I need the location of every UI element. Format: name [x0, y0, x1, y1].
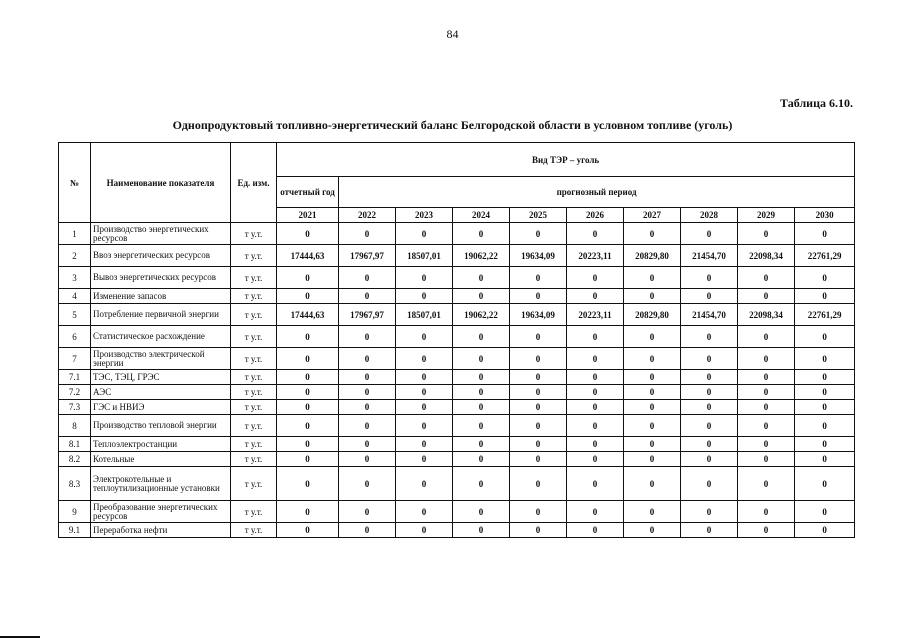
value-cell: 0 [624, 326, 681, 348]
value-cell: 19062,22 [453, 304, 510, 326]
value-cell: 0 [277, 385, 339, 400]
unit-cell: т у.т. [231, 304, 277, 326]
unit-cell: т у.т. [231, 223, 277, 245]
value-cell: 0 [738, 348, 795, 370]
value-cell: 22098,34 [738, 245, 795, 267]
value-cell: 0 [396, 415, 453, 437]
value-cell: 0 [339, 523, 396, 538]
value-cell: 0 [453, 523, 510, 538]
value-cell: 0 [396, 326, 453, 348]
value-cell: 0 [396, 501, 453, 523]
value-cell: 0 [567, 467, 624, 501]
value-cell: 0 [567, 452, 624, 467]
value-cell: 0 [510, 501, 567, 523]
value-cell: 0 [339, 370, 396, 385]
table-row [59, 223, 855, 245]
value-cell: 0 [795, 385, 855, 400]
value-cell: 0 [277, 326, 339, 348]
value-cell: 0 [795, 223, 855, 245]
value-cell: 0 [396, 370, 453, 385]
value-cell: 0 [795, 467, 855, 501]
unit-cell: т у.т. [231, 289, 277, 304]
value-cell: 0 [510, 326, 567, 348]
value-cell: 0 [738, 326, 795, 348]
value-cell: 0 [795, 370, 855, 385]
row-number: 2 [59, 245, 91, 267]
value-cell: 19634,09 [510, 245, 567, 267]
value-cell: 0 [681, 501, 738, 523]
value-cell: 0 [738, 467, 795, 501]
value-cell: 0 [453, 348, 510, 370]
table-row [59, 400, 855, 415]
value-cell: 20223,11 [567, 304, 624, 326]
value-cell: 0 [624, 501, 681, 523]
value-cell: 0 [738, 415, 795, 437]
header-num: № [59, 143, 91, 223]
value-cell: 0 [510, 223, 567, 245]
unit-cell: т у.т. [231, 501, 277, 523]
value-cell: 0 [795, 501, 855, 523]
value-cell: 0 [738, 370, 795, 385]
year-header: 2030 [795, 208, 855, 223]
indicator-name: Ввоз энергетических ресурсов [91, 245, 231, 267]
value-cell: 0 [510, 467, 567, 501]
value-cell: 0 [681, 437, 738, 452]
value-cell: 17444,63 [277, 304, 339, 326]
value-cell: 0 [339, 415, 396, 437]
value-cell: 0 [396, 289, 453, 304]
value-cell: 0 [681, 267, 738, 289]
page-number: 84 [446, 27, 459, 41]
row-number: 7 [59, 348, 91, 370]
value-cell: 0 [795, 267, 855, 289]
value-cell: 0 [681, 523, 738, 538]
value-cell: 0 [624, 452, 681, 467]
value-cell: 0 [277, 501, 339, 523]
value-cell: 0 [795, 400, 855, 415]
value-cell: 0 [738, 289, 795, 304]
value-cell: 0 [339, 437, 396, 452]
value-cell: 0 [453, 385, 510, 400]
value-cell: 0 [567, 437, 624, 452]
unit-cell: т у.т. [231, 437, 277, 452]
table-row [59, 289, 855, 304]
value-cell: 0 [681, 348, 738, 370]
year-header: 2022 [339, 208, 396, 223]
unit-cell: т у.т. [231, 245, 277, 267]
year-header: 2025 [510, 208, 567, 223]
value-cell: 0 [567, 348, 624, 370]
value-cell: 0 [681, 370, 738, 385]
indicator-name: Потребление первичной энергии [91, 304, 231, 326]
value-cell: 0 [510, 523, 567, 538]
value-cell: 0 [738, 452, 795, 467]
value-cell: 0 [339, 385, 396, 400]
value-cell: 0 [510, 289, 567, 304]
value-cell: 0 [453, 452, 510, 467]
value-cell: 0 [277, 400, 339, 415]
indicator-name: Преобразование энергетических ресурсов [91, 501, 231, 523]
value-cell: 0 [277, 348, 339, 370]
value-cell: 0 [510, 348, 567, 370]
table-row [59, 452, 855, 467]
value-cell: 0 [795, 326, 855, 348]
value-cell: 0 [738, 523, 795, 538]
value-cell: 0 [396, 348, 453, 370]
value-cell: 0 [624, 370, 681, 385]
value-cell: 19634,09 [510, 304, 567, 326]
row-number: 8.3 [59, 467, 91, 501]
value-cell: 0 [339, 267, 396, 289]
row-number: 4 [59, 289, 91, 304]
value-cell: 0 [624, 385, 681, 400]
row-number: 6 [59, 326, 91, 348]
year-header: 2027 [624, 208, 681, 223]
unit-cell: т у.т. [231, 370, 277, 385]
value-cell: 0 [567, 400, 624, 415]
value-cell: 0 [396, 452, 453, 467]
table-row [59, 348, 855, 370]
indicator-name: ГЭС и НВИЭ [91, 400, 231, 415]
table-row [59, 501, 855, 523]
value-cell: 0 [453, 437, 510, 452]
value-cell: 0 [624, 523, 681, 538]
value-cell: 0 [453, 467, 510, 501]
table-row [59, 437, 855, 452]
value-cell: 0 [738, 437, 795, 452]
value-cell: 0 [453, 370, 510, 385]
value-cell: 0 [624, 415, 681, 437]
table-row [59, 326, 855, 348]
value-cell: 0 [681, 223, 738, 245]
header-unit: Ед. изм. [231, 143, 277, 223]
table-row [59, 467, 855, 501]
value-cell: 0 [567, 223, 624, 245]
indicator-name: Переработка нефти [91, 523, 231, 538]
value-cell: 0 [681, 467, 738, 501]
indicator-name: АЭС [91, 385, 231, 400]
value-cell: 0 [510, 385, 567, 400]
year-header: 2026 [567, 208, 624, 223]
year-header: 2024 [453, 208, 510, 223]
unit-cell: т у.т. [231, 415, 277, 437]
value-cell: 0 [738, 385, 795, 400]
value-cell: 22098,34 [738, 304, 795, 326]
table-row [59, 523, 855, 538]
indicator-name: Производство энергетических ресурсов [91, 223, 231, 245]
value-cell: 0 [567, 415, 624, 437]
value-cell: 0 [339, 400, 396, 415]
value-cell: 0 [738, 501, 795, 523]
value-cell: 0 [567, 370, 624, 385]
unit-cell: т у.т. [231, 523, 277, 538]
value-cell: 0 [795, 523, 855, 538]
indicator-name: Электрокотельные и теплоутилизационные установки [91, 467, 231, 501]
value-cell: 20829,80 [624, 245, 681, 267]
table-body [59, 223, 855, 538]
value-cell: 21454,70 [681, 245, 738, 267]
value-cell: 0 [277, 467, 339, 501]
header-forecast-period: прогнозный период [339, 177, 855, 208]
value-cell: 20223,11 [567, 245, 624, 267]
indicator-name: Статистическое расхождение [91, 326, 231, 348]
table-row [59, 304, 855, 326]
value-cell: 0 [339, 501, 396, 523]
year-header: 2028 [681, 208, 738, 223]
value-cell: 18507,01 [396, 245, 453, 267]
table-row [59, 267, 855, 289]
value-cell: 0 [624, 267, 681, 289]
value-cell: 18507,01 [396, 304, 453, 326]
indicator-name: Изменение запасов [91, 289, 231, 304]
value-cell: 0 [624, 437, 681, 452]
value-cell: 0 [567, 289, 624, 304]
value-cell: 0 [681, 385, 738, 400]
value-cell: 0 [681, 415, 738, 437]
table-label: Таблица 6.10. [780, 96, 853, 110]
value-cell: 0 [795, 348, 855, 370]
value-cell: 0 [453, 415, 510, 437]
row-number: 7.3 [59, 400, 91, 415]
value-cell: 0 [795, 437, 855, 452]
row-number: 9.1 [59, 523, 91, 538]
header-reporting-year: отчетный год [277, 177, 339, 208]
value-cell: 0 [738, 400, 795, 415]
page-edge-rule [0, 636, 40, 638]
value-cell: 17967,97 [339, 245, 396, 267]
year-header: 2029 [738, 208, 795, 223]
unit-cell: т у.т. [231, 348, 277, 370]
row-number: 5 [59, 304, 91, 326]
value-cell: 0 [396, 400, 453, 415]
value-cell: 20829,80 [624, 304, 681, 326]
value-cell: 0 [339, 223, 396, 245]
value-cell: 0 [453, 501, 510, 523]
value-cell: 0 [277, 370, 339, 385]
value-cell: 0 [510, 415, 567, 437]
indicator-name: Производство тепловой энергии [91, 415, 231, 437]
row-number: 7.2 [59, 385, 91, 400]
indicator-name: Вывоз энергетических ресурсов [91, 267, 231, 289]
value-cell: 0 [277, 289, 339, 304]
row-number: 8.2 [59, 452, 91, 467]
table-row [59, 370, 855, 385]
value-cell: 0 [339, 452, 396, 467]
value-cell: 0 [681, 289, 738, 304]
value-cell: 0 [567, 501, 624, 523]
table-title: Однопродуктовый топливно-энергетический баланс Белгородской области в условном топливе (уголь) [172, 118, 733, 132]
value-cell: 0 [339, 467, 396, 501]
value-cell: 0 [396, 385, 453, 400]
value-cell: 0 [396, 267, 453, 289]
value-cell: 0 [738, 267, 795, 289]
year-header: 2023 [396, 208, 453, 223]
value-cell: 0 [277, 523, 339, 538]
header-name: Наименование показателя [91, 143, 231, 223]
value-cell: 0 [453, 267, 510, 289]
value-cell: 17444,63 [277, 245, 339, 267]
row-number: 7.1 [59, 370, 91, 385]
value-cell: 0 [396, 223, 453, 245]
value-cell: 0 [277, 267, 339, 289]
year-header: 2021 [277, 208, 339, 223]
value-cell: 0 [277, 415, 339, 437]
value-cell: 0 [396, 467, 453, 501]
value-cell: 0 [277, 223, 339, 245]
value-cell: 0 [510, 267, 567, 289]
value-cell: 0 [624, 289, 681, 304]
value-cell: 0 [453, 223, 510, 245]
value-cell: 0 [453, 326, 510, 348]
value-cell: 0 [795, 415, 855, 437]
value-cell: 0 [453, 289, 510, 304]
row-number: 8.1 [59, 437, 91, 452]
value-cell: 0 [396, 523, 453, 538]
value-cell: 0 [681, 326, 738, 348]
table-row [59, 385, 855, 400]
value-cell: 0 [681, 452, 738, 467]
value-cell: 0 [453, 400, 510, 415]
value-cell: 0 [624, 223, 681, 245]
value-cell: 21454,70 [681, 304, 738, 326]
row-number: 3 [59, 267, 91, 289]
value-cell: 0 [624, 348, 681, 370]
value-cell: 0 [567, 326, 624, 348]
unit-cell: т у.т. [231, 467, 277, 501]
value-cell: 0 [277, 437, 339, 452]
header-resource: Вид ТЭР – уголь [277, 143, 855, 177]
value-cell: 0 [567, 385, 624, 400]
unit-cell: т у.т. [231, 385, 277, 400]
unit-cell: т у.т. [231, 452, 277, 467]
value-cell: 0 [339, 326, 396, 348]
unit-cell: т у.т. [231, 326, 277, 348]
value-cell: 0 [795, 452, 855, 467]
value-cell: 0 [277, 452, 339, 467]
row-number: 9 [59, 501, 91, 523]
value-cell: 0 [567, 267, 624, 289]
unit-cell: т у.т. [231, 267, 277, 289]
unit-cell: т у.т. [231, 400, 277, 415]
value-cell: 0 [339, 348, 396, 370]
row-number: 8 [59, 415, 91, 437]
value-cell: 0 [624, 400, 681, 415]
value-cell: 0 [396, 437, 453, 452]
value-cell: 0 [795, 289, 855, 304]
indicator-name: ТЭС, ТЭЦ, ГРЭС [91, 370, 231, 385]
value-cell: 0 [681, 400, 738, 415]
value-cell: 19062,22 [453, 245, 510, 267]
value-cell: 0 [510, 452, 567, 467]
value-cell: 22761,29 [795, 245, 855, 267]
table-row [59, 245, 855, 267]
value-cell: 0 [510, 437, 567, 452]
value-cell: 0 [624, 467, 681, 501]
indicator-name: Котельные [91, 452, 231, 467]
indicator-name: Теплоэлектростанции [91, 437, 231, 452]
value-cell: 0 [510, 370, 567, 385]
row-number: 1 [59, 223, 91, 245]
table-row [59, 415, 855, 437]
value-cell: 22761,29 [795, 304, 855, 326]
fuel-balance-table [58, 142, 855, 538]
value-cell: 0 [567, 523, 624, 538]
value-cell: 17967,97 [339, 304, 396, 326]
value-cell: 0 [339, 289, 396, 304]
indicator-name: Производство электрической энергии [91, 348, 231, 370]
value-cell: 0 [510, 400, 567, 415]
value-cell: 0 [738, 223, 795, 245]
